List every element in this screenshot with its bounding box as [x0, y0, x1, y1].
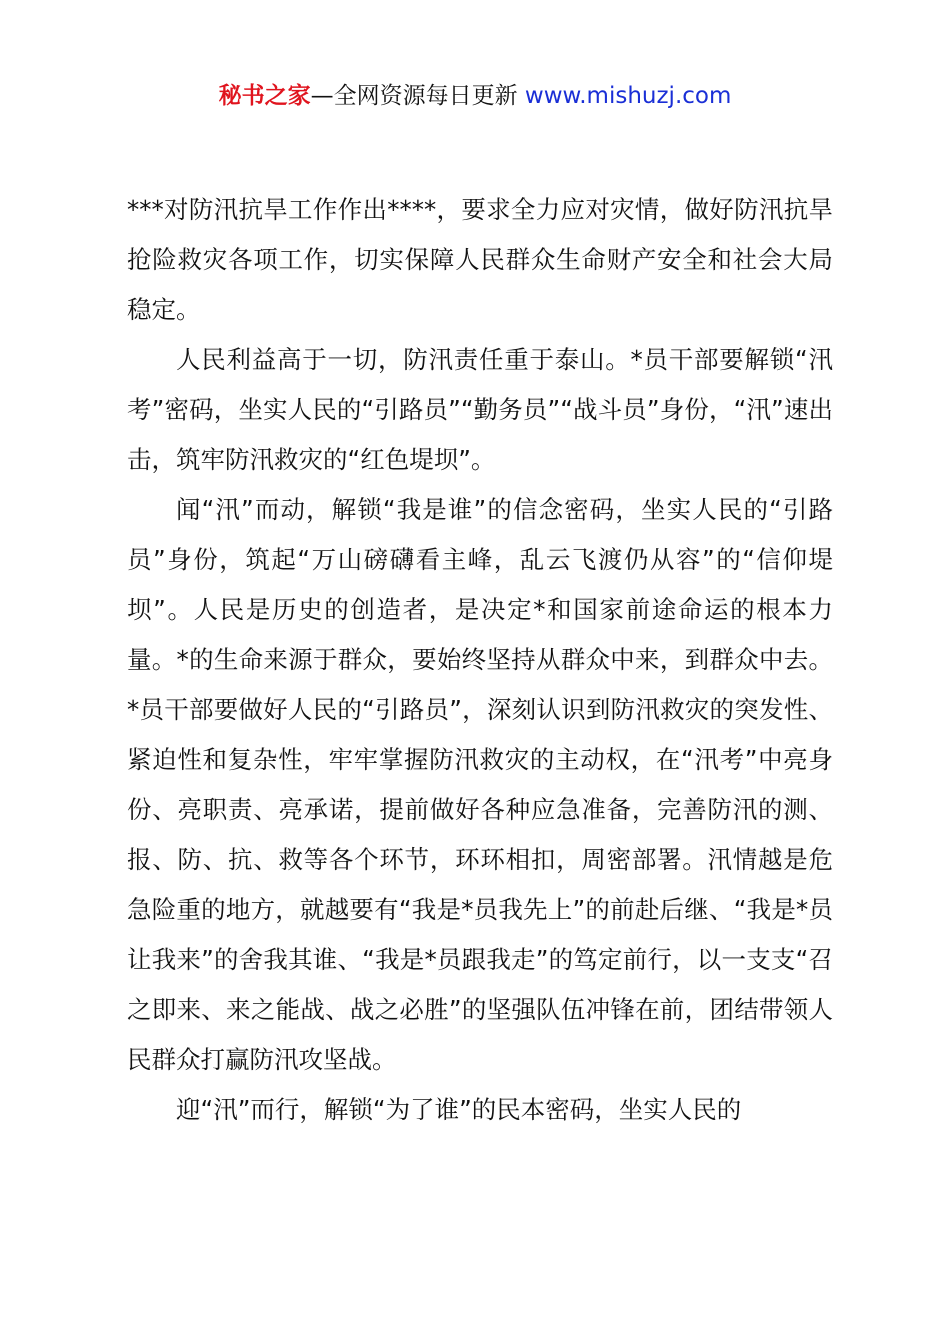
header-tagline: —全网资源每日更新: [310, 83, 518, 109]
paragraph-3: 闻“汛”而动，解锁“我是谁”的信念密码，坐实人民的“引路员”身份，筑起“万山磅礴看主峰，乱云飞渡仍从容”的“信仰堤坝”。人民是历史的创造者，是决定*和国家前途命运的根本力量。*的生命来源于群众，要始终坚持从群众中来，到群众中去。*员干部要做好人民的“引路员”，深刻认识到防汛救灾的突发性、紧迫性和复杂性，牢牢掌握防汛救灾的主动权，在“汛考”中亮身份、亮职责、亮承诺，提前做好各种应急准备，完善防汛的测、报、防、抗、救等各个环节，环环相扣，周密部署。汛情越是危急险重的地方，就越要有“我是*员我先上”的前赴后继、“我是*员让我来”的舍我其谁、“我是*员跟我走”的笃定前行，以一支支“召之即来、来之能战、战之必胜”的坚强队伍冲锋在前，团结带领人民群众打赢防汛攻坚战。: [127, 495, 833, 1074]
document-body: [127, 185, 833, 1135]
paragraph-4: 迎“汛”而行，解锁“为了谁”的民本密码，坐实人民的: [176, 1095, 742, 1124]
paragraph-2: 人民利益高于一切，防汛责任重于泰山。*员干部要解锁“汛考”密码，坐实人民的“引路员”“勤务员”“战斗员”身份，“汛”速出击，筑牢防汛救灾的“红色堤坝”。: [127, 345, 833, 474]
paragraph-1: ***对防汛抗旱工作作出****，要求全力应对灾情，做好防汛抗旱抢险救灾各项工作，切实保障人民群众生命财产安全和社会大局稳定。: [127, 195, 833, 324]
page-header: [0, 78, 950, 114]
site-url-link[interactable]: www.mishuzj.com: [524, 83, 732, 109]
brand-name: 秘书之家: [218, 83, 311, 109]
